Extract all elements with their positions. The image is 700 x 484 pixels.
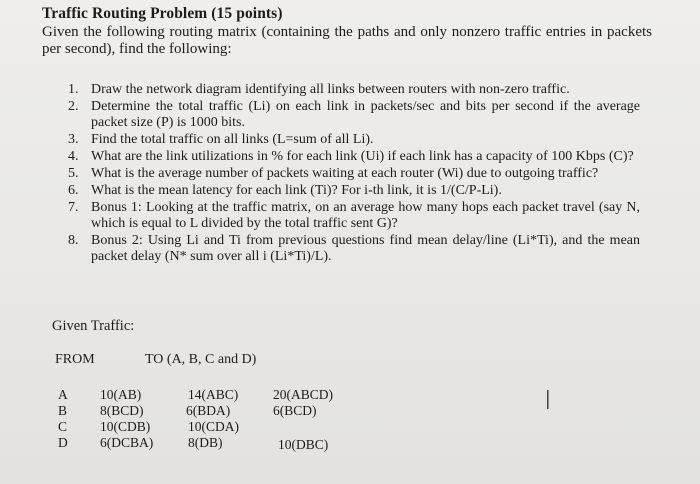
traffic-cell: 6(DCBA) — [100, 435, 154, 450]
traffic-cell: 10(CDA) — [188, 419, 239, 434]
question-text: Determine the total traffic (Li) on each link in packets/sec and bits per second if the average packet size (P) is 1000 bits. — [91, 99, 640, 130]
question-text: Draw the network diagram identifying all links between routers with non-zero traffic. — [91, 82, 570, 97]
question-text: Find the total traffic on all links (L=sum of all Li). — [91, 132, 374, 147]
given-traffic-label: Given Traffic: — [52, 318, 135, 334]
traffic-cell: 8(BCD) — [100, 403, 144, 418]
question-text: What is the mean latency for each link (Ti)? For i-th link, it is 1/(C/P-Li). — [91, 183, 502, 198]
traffic-cell: 14(ABC) — [188, 387, 239, 402]
question-text: Bonus 2: Using Li and Ti from previous questions find mean delay/line (Li*Ti), and the mean packet delay (N* sum over all i (Li*Ti)/L). — [91, 233, 640, 264]
question-number: 6. — [68, 183, 79, 198]
question-item — [62, 99, 640, 131]
problem-title: Traffic Routing Problem (15 points) — [42, 5, 283, 22]
traffic-cell: 10(CDB) — [100, 419, 151, 434]
question-number: 4. — [68, 149, 79, 164]
traffic-cell: 8(DB) — [188, 435, 223, 450]
traffic-cell: 6(BDA) — [186, 403, 231, 418]
question-item — [62, 132, 640, 148]
question-number: 1. — [68, 82, 79, 97]
traffic-cell: 6(BCD) — [273, 403, 317, 418]
question-number: 8. — [68, 233, 79, 248]
question-item — [62, 82, 640, 98]
question-text: Bonus 1: Looking at the traffic matrix, on an average how many hops each packet travel (say N, which is equal to L divided by the total traffic sent G)? — [91, 200, 640, 231]
question-item — [62, 166, 640, 182]
row-label-b: B — [58, 403, 68, 418]
traffic-cell: 10(AB) — [100, 387, 142, 402]
traffic-cell: 20(ABCD) — [273, 387, 333, 402]
question-item — [62, 233, 640, 265]
row-label-c: C — [58, 419, 68, 434]
question-number: 2. — [68, 99, 79, 114]
question-item — [62, 149, 640, 165]
question-list — [62, 82, 640, 266]
problem-intro: Given the following routing matrix (containing the paths and only nonzero traffic entries in packets per second), find the following: — [42, 24, 652, 57]
question-number: 5. — [68, 166, 79, 181]
row-label-a: A — [58, 387, 68, 402]
question-number: 7. — [68, 200, 79, 215]
question-text: What are the link utilizations in % for each link (Ui) if each link has a capacity of 100 Kbps (C)? — [91, 149, 634, 164]
question-item — [62, 183, 640, 199]
text-cursor-icon: I — [544, 386, 552, 416]
question-text: What is the average number of packets waiting at each router (Wi) due to outgoing traffic? — [91, 166, 599, 181]
to-header: TO (A, B, C and D) — [145, 352, 257, 367]
from-header: FROM — [55, 352, 95, 367]
question-item — [62, 200, 640, 232]
question-number: 3. — [68, 132, 79, 147]
row-label-d: D — [58, 435, 68, 450]
traffic-cell: 10(DBC) — [278, 437, 329, 452]
